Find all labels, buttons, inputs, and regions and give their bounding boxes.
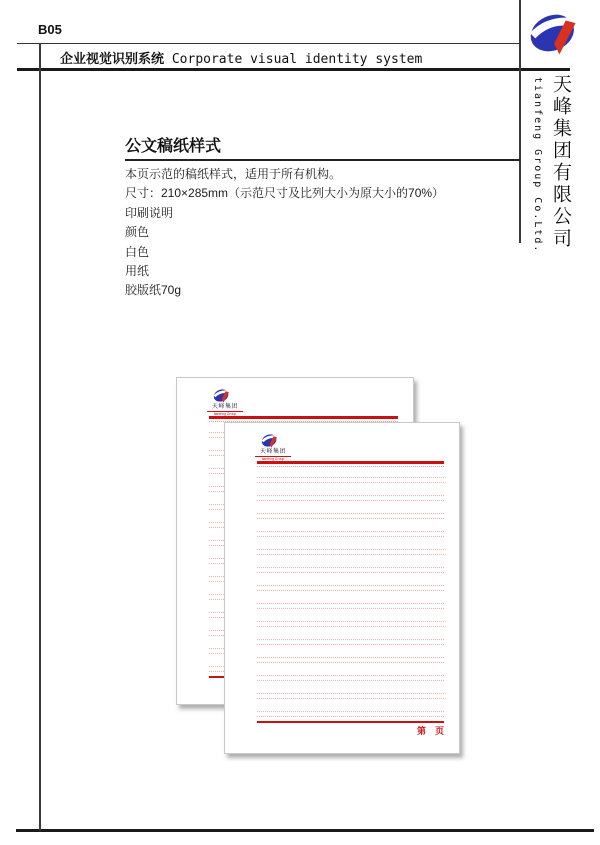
letterhead-brand-sub: tianfeng Group (261, 456, 285, 461)
manual-header-title (60, 48, 422, 67)
ruled-line-pair (257, 495, 444, 501)
ruled-line-pair (257, 549, 444, 555)
footer-thick-rule (16, 829, 594, 832)
ruled-line-pair (257, 567, 444, 573)
page-code: B05 (38, 22, 62, 37)
letterhead-logo-icon (261, 432, 279, 449)
ruled-line-pair (257, 675, 444, 681)
letterhead-brand-sub: tianfeng Group (213, 411, 237, 416)
letterhead-page-label: 第 页 (416, 726, 444, 736)
letterhead-ruled-lines (257, 477, 444, 729)
letterhead-footer-rule (257, 721, 444, 723)
letterhead-brand-name: 天峰集团 (207, 404, 243, 412)
description-block (125, 165, 444, 301)
letterhead-brand (207, 404, 243, 416)
letterhead-header-rule (209, 416, 398, 419)
description-line: 胶版纸70g (125, 283, 182, 298)
right-frame-line (519, 0, 521, 243)
letterhead-sample-front (224, 422, 460, 754)
ruled-line-pair (257, 639, 444, 645)
letterhead-brand-name: 天峰集团 (255, 449, 291, 457)
ruled-line-pair (257, 693, 444, 699)
ruled-line-pair (257, 711, 444, 717)
section-title-underline (125, 159, 520, 161)
ruled-line-pair (257, 585, 444, 591)
description-line: 尺寸：210×285mm（示范尺寸及比列大小为原大小的70%） (125, 186, 445, 201)
company-name-vertical-cn: 天峰集团有限公司 (550, 74, 572, 250)
company-name-vertical-en: tianfeng Group Co.Ltd. (532, 77, 543, 254)
description-line: 本页示范的稿纸样式，适用于所有机构。 (125, 167, 342, 181)
ruled-line-pair (257, 657, 444, 663)
ruled-line-pair (257, 603, 444, 609)
company-logo-icon (528, 8, 582, 58)
header-title-zh: 企业视觉识别系统 (60, 52, 165, 67)
description-line: 颜色 (125, 225, 150, 240)
ruled-line-pair (257, 513, 444, 519)
description-line: 印刷说明 (125, 205, 174, 220)
letterhead-header-subline (257, 466, 444, 467)
description-line: 白色 (125, 244, 150, 259)
ruled-line-pair (257, 477, 444, 483)
letterhead-logo-icon (213, 387, 231, 404)
header-title-en: Corporate visual identity system (171, 52, 423, 67)
header-thin-rule (17, 43, 520, 44)
letterhead-header-rule (257, 461, 444, 464)
left-frame-line (39, 43, 41, 831)
ruled-line-pair (257, 531, 444, 537)
section-title: 公文稿纸样式 (125, 136, 222, 155)
description-line: 用纸 (125, 264, 150, 279)
header-thick-rule (17, 68, 570, 71)
letterhead-brand (255, 449, 291, 461)
ruled-line-pair (257, 621, 444, 627)
